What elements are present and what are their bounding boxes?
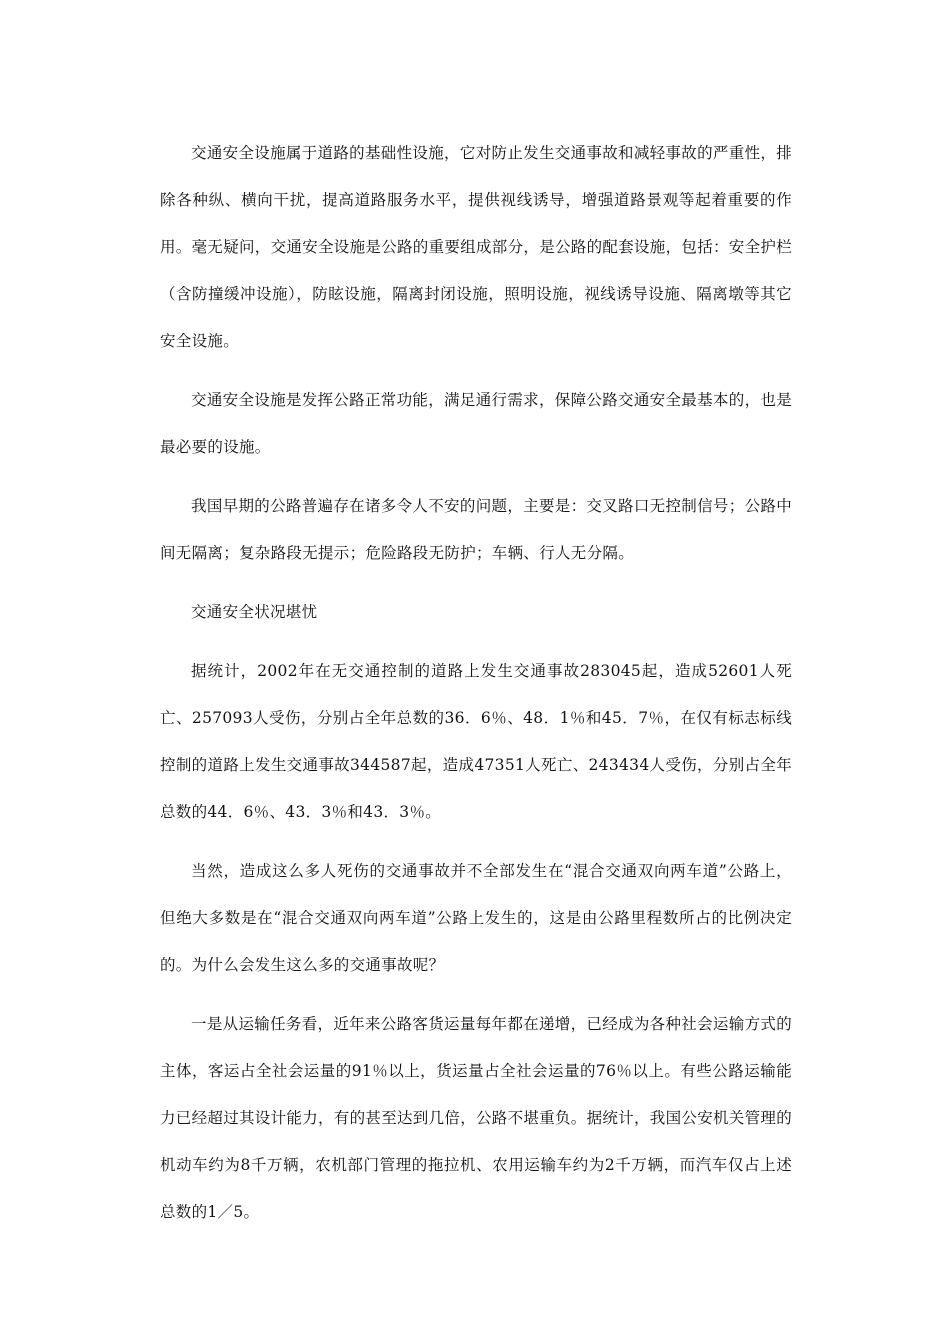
paragraph-two-lane-roads: 当然，造成这么多人死伤的交通事故并不全部发生在“混合交通双向两车道”公路上，但绝大多数是在“混合交通双向两车道”公路上发生的，这是由公路里程数所占的比例决定的。为什么会发生这么多的交通事故呢？ <box>160 862 792 974</box>
document-page <box>160 130 792 1248</box>
paragraph-transport-volume: 一是从运输任务看，近年来公路客货运量每年都在递增，已经成为各种社会运输方式的主体，客运占全社会运量的91％以上，货运量占全社会运量的76％以上。有些公路运输能力已经超过其设计能力，有的甚至达到几倍，公路不堪重负。据统计，我国公安机关管理的机动车约为8千万辆，农机部门管理的拖拉机、农用运输车约为2千万辆，而汽车仅占上述总数的1／5。 <box>160 1015 793 1221</box>
paragraph-basic-facilities: 交通安全设施是发挥公路正常功能，满足通行需求，保障公路交通安全最基本的，也是最必要的设施。 <box>160 391 792 456</box>
paragraph-statistics: 据统计，2002年在无交通控制的道路上发生交通事故283045起，造成52601人死亡、257093人受伤，分别占全年总数的36．6％、48．1％和45．7％，在仅有标志标线控制的道路上发生交通事故344587起，造成47351人死亡、243434人受伤，分别占全年总数的44．6％、43．3％和43．3％。 <box>160 662 792 821</box>
paragraph-intro: 交通安全设施属于道路的基础性设施，它对防止发生交通事故和减轻事故的严重性，排除各种纵、横向干扰，提高道路服务水平，提供视线诱导，增强道路景观等起着重要的作用。毫无疑问，交通安全设施是公路的重要组成部分，是公路的配套设施，包括：安全护栏（含防撞缓冲设施），防眩设施，隔离封闭设施，照明设施，视线诱导设施、隔离墩等其它安全设施。 <box>160 144 793 350</box>
paragraph-early-problems: 我国早期的公路普遍存在诸多令人不安的问题，主要是：交叉路口无控制信号；公路中间无隔离；复杂路段无提示；危险路段无防护；车辆、行人无分隔。 <box>160 497 792 562</box>
section-heading: 交通安全状况堪忧 <box>191 603 318 621</box>
